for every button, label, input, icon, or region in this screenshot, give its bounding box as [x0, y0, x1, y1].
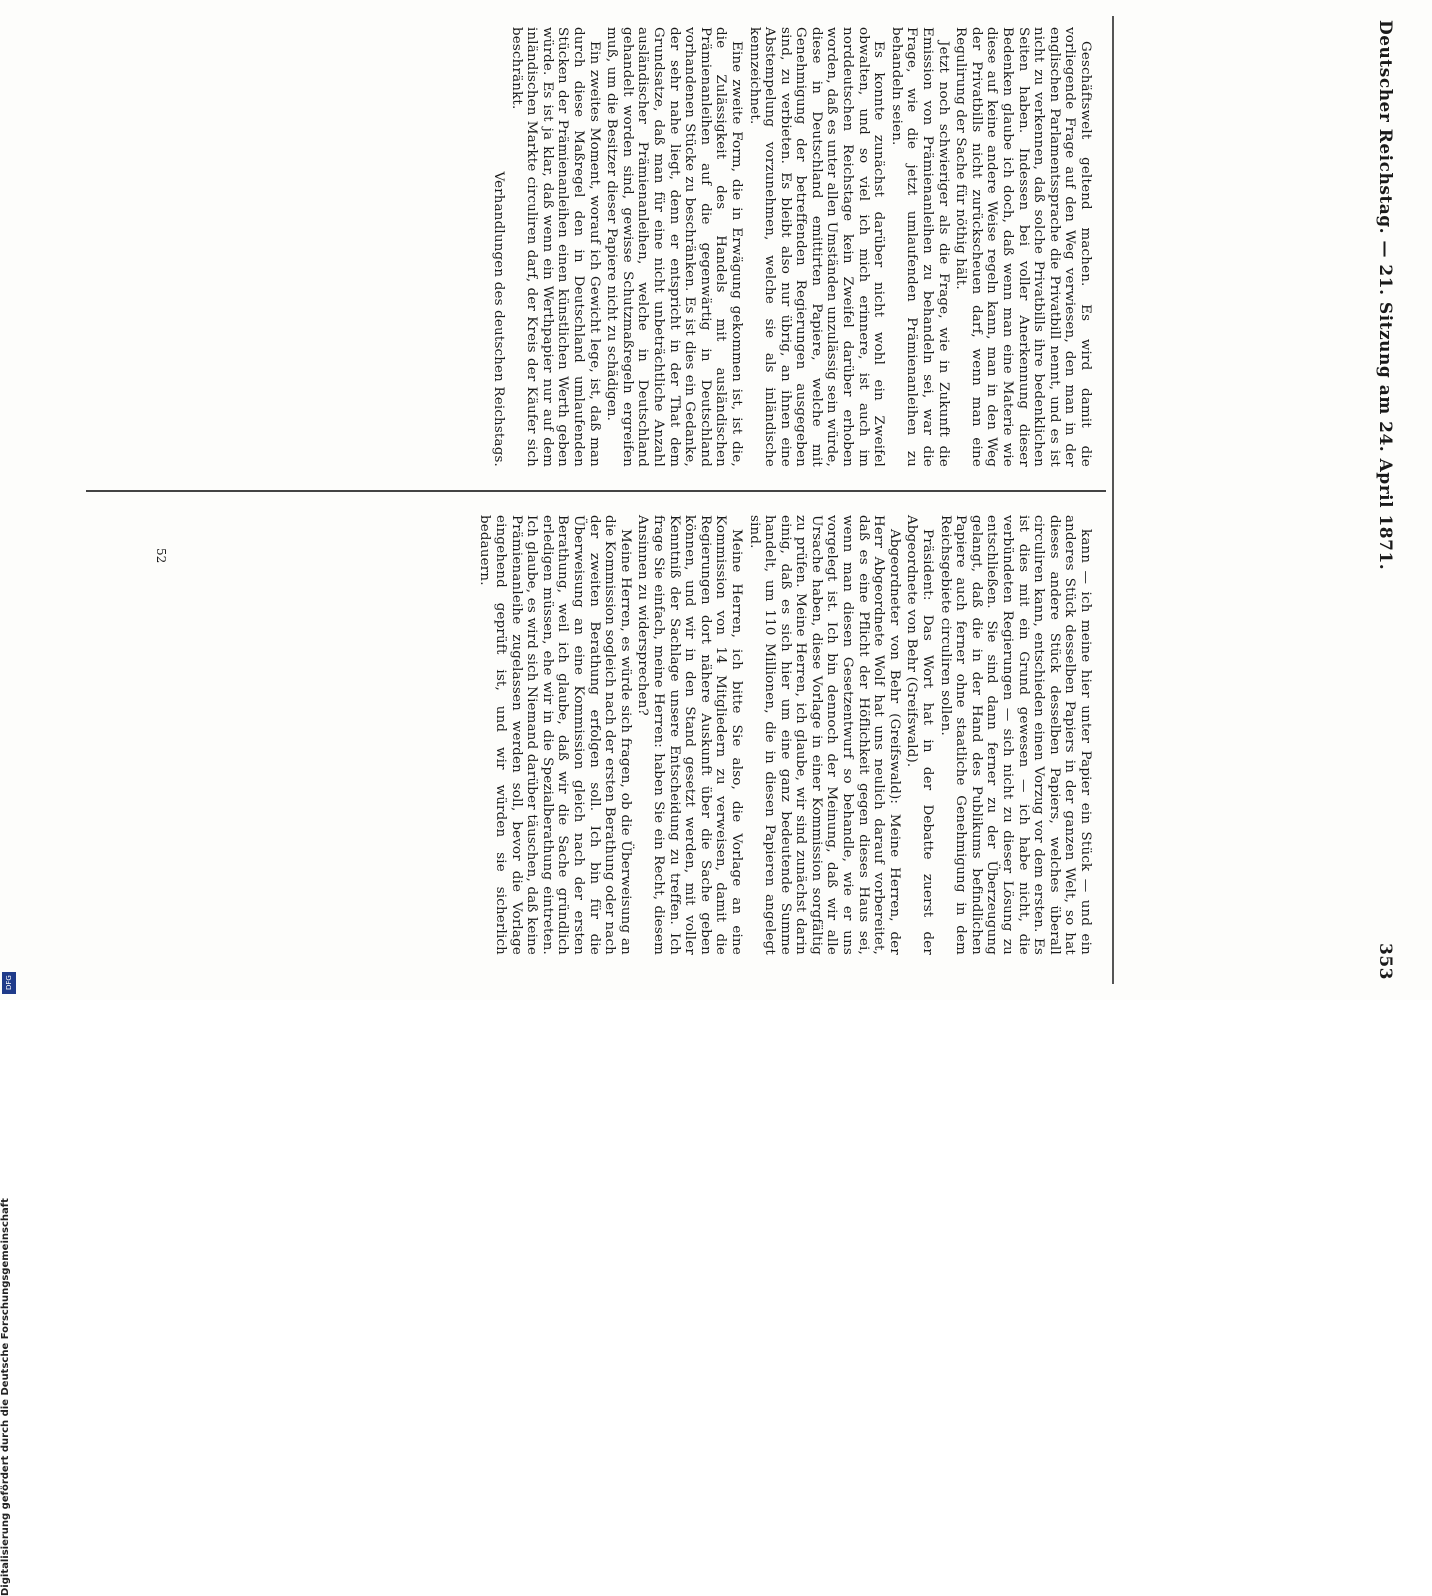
- digitization-note: Digitalisierung gefördert durch die Deutsche Forschungsgemeinschaft: [0, 1198, 11, 1596]
- left-paragraph: Eine zweite Form, die in Erwägung gekommen ist, ist die, die Zulässigkeit des Handels mit ausländischen Prämienanleihen auf die gegenwärtig in Deutschland vorhandenen Stücke zu beschränken. Es ist dies ein Gedanke, der sehr nahe liegt, denn er entspricht in der That dem Grundsatze, daß man für eine nicht unbeträchtliche Anzahl ausländischer Prämienanleihen, welche in Deutschland gehandelt worden sind, gewisse Schutzmaßregeln ergreifen muß, um die Besitzer dieser Papiere nicht zu schädigen.: [604, 27, 744, 467]
- right-column: [475, 515, 1093, 955]
- signature-line: Verhandlungen des deutschen Reichstags.: [491, 171, 507, 467]
- page-number: 353: [1375, 943, 1395, 980]
- column-divider: [86, 490, 1106, 492]
- left-paragraph: Es konnte zunächst darüber nicht wohl ein Zweifel obwalten, und so viel ich mich erinnere, ist auch im norddeutschen Reichstage kein Zweifel darüber erhoben worden, daß es unter allen Umständen unzulässig sein würde, diese in Deutschland emittirten Papiere, welche mit Genehmigung der betreffenden Regierungen ausgegeben sind, zu verbieten. Es bleibt also nur übrig, an ihnen eine Abstempelung vorzunehmen, welche sie als inländische kennzeichnet.: [746, 27, 887, 467]
- running-header: [1372, 20, 1398, 980]
- right-paragraph: Meine Herren, ich bitte Sie also, die Vorlage an eine Kommission von 14 Mitgliedern zu verweisen, damit die Regierungen dort nähere Auskunft über die Sache geben können, und wir in den Stand gesetzt werden, mit voller Kenntniß der Sachlage unsere Entscheidung zu treffen. Ich frage Sie einfach, meine Herren: haben Sie ein Recht, diesem Ansinnen zu widersprechen?: [635, 515, 744, 955]
- left-paragraph: Ein zweites Moment, worauf ich Gewicht lege, ist, daß man durch diese Maßregel den in Deutschland umlaufenden Stücken der Prämienanleihen einen künstlichen Werth geben würde. Es ist ja klar, daß wenn ein Werthpapier nur auf dem inländischen Markte circuliren darf, der Kreis der Käufer sich beschränkt.: [508, 27, 602, 467]
- right-paragraph: kann — ich meine hier unter Papier ein Stück — und ein anderes Stück desselben Papiers in der ganzen Welt, so hat dieses andere Stück desselben Papiers, welches überall circuliren kann, entschieden einen Vorzug vor dem ersten. Es ist dies mit ein Grund gewesen — ich habe nicht, die verbündeten Regierungen — sich nicht zu dieser Lösung zu entschließen. Sie sind dann ferner zu der Überzeugung gelangt, daß die in der Hand des Publikums befindlichen Papiere auch ferner ohne staatliche Genehmigung in dem Reichsgebiete circuliren sollen.: [937, 515, 1093, 955]
- header-rule: [1112, 16, 1114, 984]
- right-paragraph: Präsident: Das Wort hat in der Debatte zuerst der Abgeordnete von Behr (Greifswald).: [904, 515, 936, 955]
- running-header-title: Deutscher Reichstag. — 21. Sitzung am 24. April 1871.: [1375, 20, 1395, 571]
- right-paragraph: Abgeordneter von Behr (Greifswald): Meine Herren, der Herr Abgeordnete Wolf hat uns neulich darauf vorbereitet, daß es eine Pflicht der Höflichkeit gegen dieses Haus sei, wenn man diesen Gesetzentwurf so behandle, wie er uns vorgelegt ist. Ich bin dennoch der Meinung, daß wir alle Ursache haben, diese Vorlage in einer Kommission sorgfältig zu prüfen. Meine Herren, ich glaube, wir sind zunächst darin einig, daß es sich hier um eine ganz bedeutende Summe handelt, um 110 Millionen, die in diesen Papieren angelegt sind.: [746, 515, 902, 955]
- footnote-number: 52: [154, 548, 168, 564]
- digitization-strip: [0, 596, 18, 1596]
- left-paragraph: Jetzt noch schwieriger als die Frage, wie in Zukunft die Emission von Prämienanleihen zu behandeln sei, war die Frage, wie die jetzt umlaufenden Prämienanleihen zu behandeln seien.: [888, 27, 951, 467]
- left-paragraph: Geschäftswelt geltend machen. Es wird damit die vorliegende Frage auf den Weg verwiesen, den man in der englischen Parlamentssprache die Privatbill nennt, und es ist nicht zu verkennen, daß solche Privatbills ihre bedenklichen Seiten haben. Indessen bei voller Anerkennung dieser Bedenken glaube ich doch, daß wenn man eine Materie wie diese auf keine andere Weise regeln kann, man in den Weg der Privatbills nicht zurückscheuen darf, wenn man eine Regulirung der Sache für nöthig hält.: [953, 27, 1093, 467]
- right-paragraph: Meine Herren, es würde sich fragen, ob die Überweisung an die Kommission sogleich nach der ersten Berathung oder nach der zweiten Berathung erfolgen soll. Ich bin für die Überweisung an eine Kommission gleich nach der ersten Berathung, weil ich glaube, daß wir die Sache gründlich erledigen müssen, ehe wir in die Spezialberathung eintreten. Ich glaube, es wird sich Niemand darüber täuschen, daß keine Prämienanleihe zugelassen werden soll, bevor die Vorlage eingehend geprüft ist, und wir würden sie sicherlich bedauern.: [477, 515, 633, 955]
- left-column: [488, 27, 1093, 467]
- dfg-logo: DFG: [2, 972, 16, 994]
